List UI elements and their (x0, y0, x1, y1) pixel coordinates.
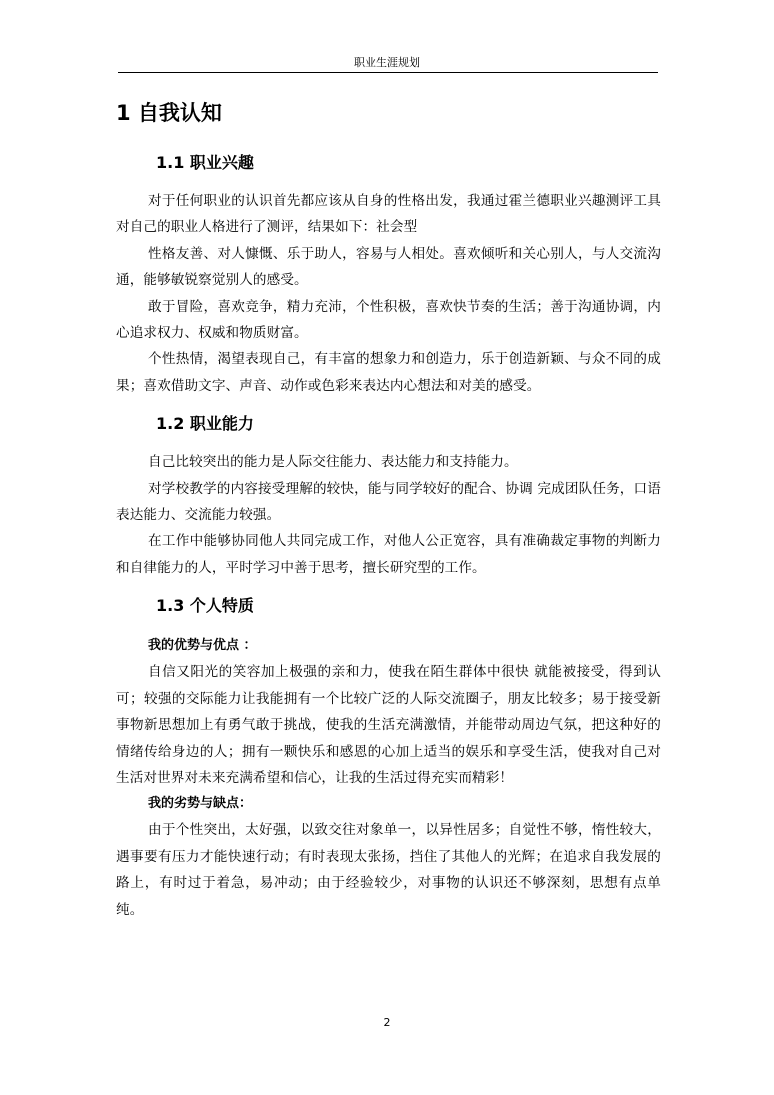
section-title: 1.2 职业能力 (156, 414, 254, 434)
page-number: 2 (383, 1016, 391, 1029)
page-header: 职业生涯规划 (354, 56, 420, 69)
section-title: 1.1 职业兴趣 (156, 153, 254, 172)
paragraph: 对学校教学的内容接受理解的较快，能与同学较好的配合、协调 完成团队任务，口语表达能力、交流能力较强。 (116, 480, 661, 524)
paragraph: 性格友善、对人慷慨、乐于助人，容易与人相处。喜欢倾听和关心别人，与人交流沟通，能够敏锐察觉别人的感受。 (116, 245, 661, 289)
section-title: 1.3 个人特质 (156, 596, 254, 616)
paragraph: 对于任何职业的认识首先都应该从自身的性格出发，我通过霍兰德职业兴趣测评工具对自己的职业人格进行了测评，结果如下：社会型 (116, 193, 661, 236)
paragraph: 敢于冒险，喜欢竞争，精力充沛，个性积极，喜欢快节奏的生活；善于沟通协调，内心追求权力、权威和物质财富。 (116, 298, 661, 342)
weaknesses-heading: 我的劣势与缺点： (148, 796, 253, 812)
paragraph: 个性热情，渴望表现自己，有丰富的想象力和创造力，乐于创造新颖、与众不同的成果；喜欢借助文字、声音、动作或色彩来表达内心想法和对美的感受。 (116, 351, 661, 394)
chapter-title: 1 自我认知 (116, 101, 222, 125)
strengths-paragraph: 自信又阳光的笑容加上极强的亲和力，使我在陌生群体中很快 就能被接受，得到认可；较强的交际能力让我能拥有一个比较广泛的人际交流圈子，朋友比较多；易于接受新事物新思想加上有勇气敢于挑战，使我的生活充满激情，并能带动周边气氛，把这种好的情绪传给身边的人；拥有一颗快乐和感恩的心加上适当的娱乐和享受生活，使我对自己对生活对世界对未来充满希望和信心，让我的生活过得充实而精彩！ (116, 664, 661, 786)
section-personal-traits (116, 591, 661, 923)
paragraph: 在工作中能够协同他人共同完成工作，对他人公正宽容，具有准确裁定事物的判断力和自律能力的人，平时学习中善于思考，擅长研究型的工作。 (116, 533, 661, 576)
paragraph: 自己比较突出的能力是人际交往能力、表达能力和支持能力。 (148, 454, 518, 471)
header-divider (118, 72, 658, 73)
document-body (116, 96, 661, 933)
section-career-ability (116, 409, 661, 581)
weaknesses-paragraph: 由于个性突出，太好强，以致交往对象单一，以异性居多；自觉性不够，惰性较大，遇事要有压力才能快速行动；有时表现太张扬，挡住了其他人的光辉；在追求自我发展的路上，有时过于着急，易冲动；由于经验较少，对事物的认识还不够深刻，思想有点单纯。 (116, 822, 661, 918)
section-career-interest (116, 148, 661, 399)
strengths-heading: 我的优势与优点 ： (148, 638, 257, 654)
